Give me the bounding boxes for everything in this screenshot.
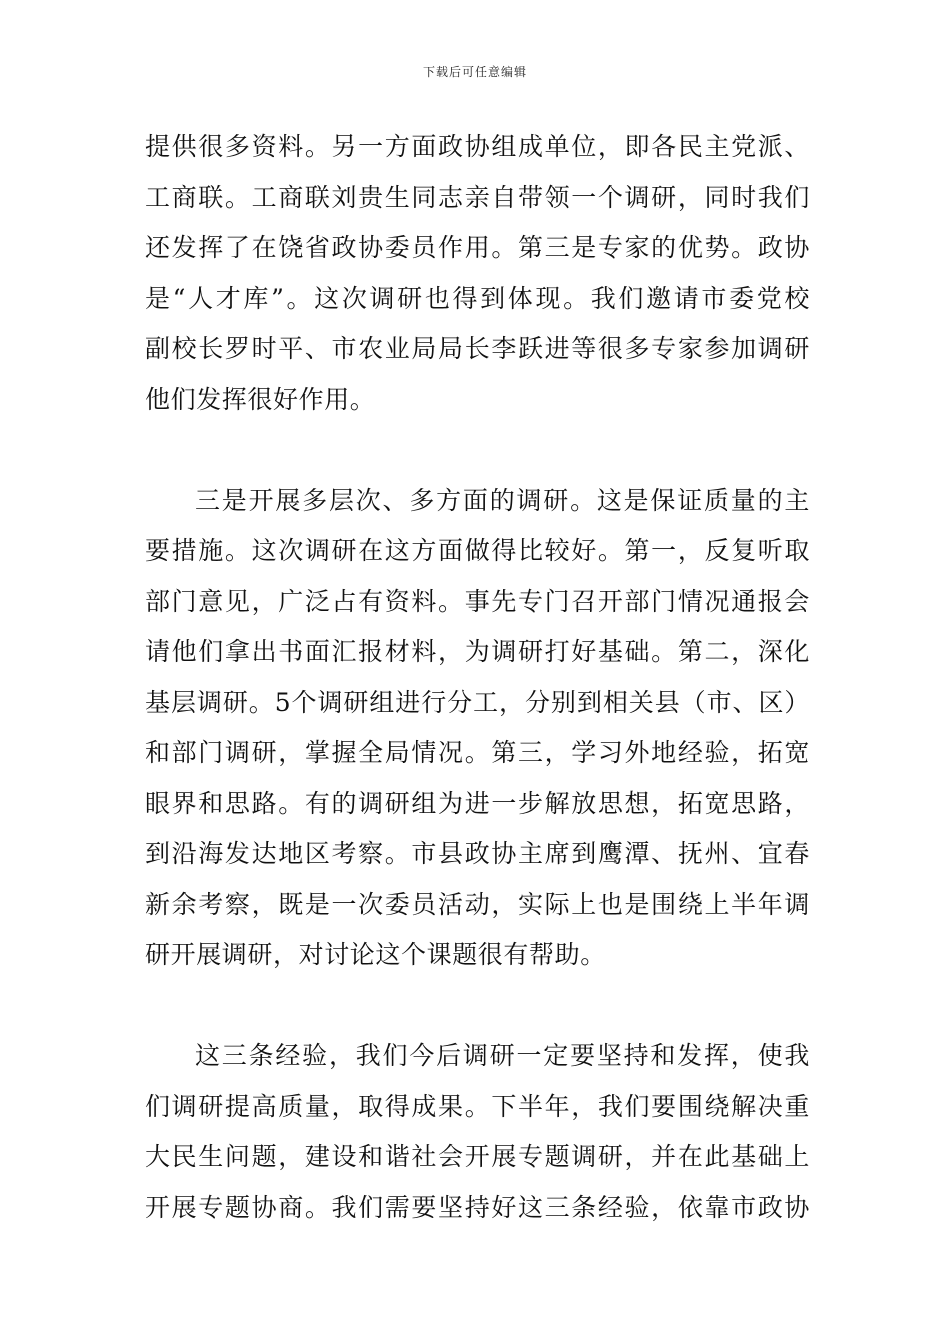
paragraph-gap [145, 425, 810, 476]
text-line: 工商联。工商联刘贵生同志亲自带领一个调研，同时我们 [145, 182, 810, 212]
text-line: 提供很多资料。另一方面政协组成单位，即各民主党派、 [145, 132, 810, 161]
paragraph-3 [145, 1031, 810, 1233]
text-line: 这三条经验，我们今后调研一定要坚持和发挥，使我 [195, 1041, 810, 1070]
document-body [145, 122, 810, 1233]
text-line: 三是开展多层次、多方面的调研。这是保证质量的主 [195, 485, 810, 515]
text-line: 到沿海发达地区考察。市县政协主席到鹰潭、抚州、宜春 [145, 839, 810, 868]
text-line: 要措施。这次调研在这方面做得比较好。第一，反复听取 [145, 536, 810, 565]
paragraph-gap [145, 981, 810, 1032]
text-line: 是“人才库”。这次调研也得到体现。我们邀请市委党校 [145, 283, 810, 313]
text-line: 部门意见，广泛占有资料。事先专门召开部门情况通报会 [145, 586, 810, 616]
text-line: 大民生问题，建设和谐社会开展专题调研，并在此基础上 [145, 1142, 810, 1171]
text-line: 副校长罗时平、市农业局局长李跃进等很多专家参加调研 [145, 334, 810, 363]
text-line: 基层调研。5个调研组进行分工，分别到相关县（市、区） [145, 687, 810, 717]
paragraph-1 [145, 122, 810, 425]
text-line: 们调研提高质量，取得成果。下半年，我们要围绕解决重 [145, 1091, 810, 1121]
page-header-note: 下载后可任意编辑 [422, 65, 527, 79]
paragraph-2 [145, 476, 810, 981]
text-line: 研开展调研，对讨论这个课题很有帮助。 [145, 940, 606, 969]
text-line: 眼界和思路。有的调研组为进一步解放思想，拓宽思路， [145, 788, 810, 818]
text-line: 他们发挥很好作用。 [145, 384, 376, 414]
text-line: 新余考察，既是一次委员活动，实际上也是围绕上半年调 [145, 889, 810, 919]
text-line: 请他们拿出书面汇报材料，为调研打好基础。第二，深化 [145, 637, 810, 666]
text-line: 开展专题协商。我们需要坚持好这三条经验，依靠市政协 [145, 1192, 810, 1222]
text-line: 和部门调研，掌握全局情况。第三，学习外地经验，拓宽 [145, 738, 810, 767]
text-line: 还发挥了在饶省政协委员作用。第三是专家的优势。政协 [145, 233, 810, 262]
